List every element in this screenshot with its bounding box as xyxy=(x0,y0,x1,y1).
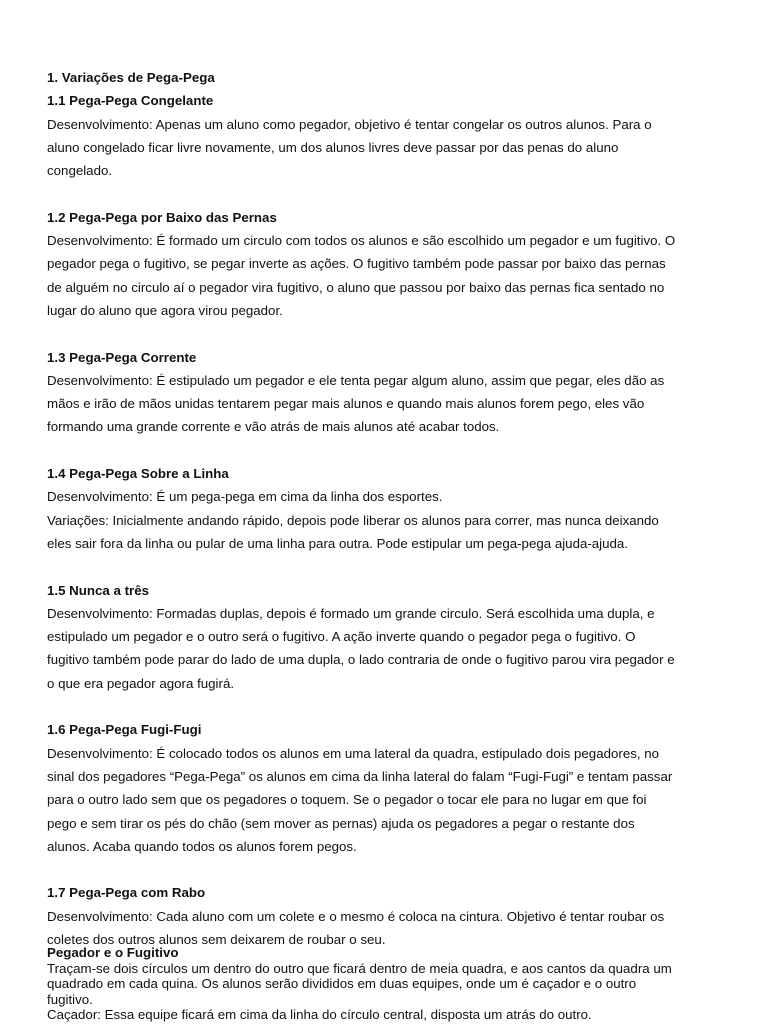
document-title: 1. Variações de Pega-Pega xyxy=(47,70,215,85)
section-text-line: de alguém no circulo aí o pegador vira fugitivo, o aluno que passou por baixo das pernas fica sentado no xyxy=(47,279,665,295)
section-title: 1.4 Pega-Pega Sobre a Linha xyxy=(47,466,229,482)
dense-block-lines xyxy=(47,961,727,1023)
section-text-line: Desenvolvimento: É formado um circulo com todos os alunos e são escolhido um pegador e um fugitivo. O xyxy=(47,233,676,249)
section xyxy=(47,89,727,182)
section-text-line: alunos. Acaba quando todos os alunos forem pegos. xyxy=(47,838,357,854)
section-title: 1.1 Pega-Pega Congelante xyxy=(47,93,214,109)
dense-block-title: Pegador e o Fugitivo xyxy=(47,945,179,961)
section-text-line: congelado. xyxy=(47,163,113,179)
section-text-line: aluno congelado ficar livre novamente, um dos alunos livres deve passar por das penas do aluno xyxy=(47,139,619,155)
dense-text-line: fugitivo. xyxy=(47,991,93,1007)
section-title: 1.5 Nunca a três xyxy=(47,582,149,598)
section xyxy=(47,718,727,858)
document-page xyxy=(47,66,727,1023)
dense-text-line: Traçam-se dois círculos um dentro do outro que ficará dentro de meia quadra, e aos cantos da quadra um xyxy=(47,960,672,976)
section-title: 1.2 Pega-Pega por Baixo das Pernas xyxy=(47,209,277,225)
section-text-line: Variações: Inicialmente andando rápido, depois pode liberar os alunos para correr, mas nunca deixando xyxy=(47,512,659,528)
section-text-line: estipulado um pegador e o outro será o fugitivo. A ação inverte quando o pegador pega o fugitivo. O xyxy=(47,629,636,645)
section-title: 1.3 Pega-Pega Corrente xyxy=(47,349,197,365)
section-text-line: lugar do aluno que agora virou pegador. xyxy=(47,302,283,318)
section-text-line: mãos e irão de mãos unidas tentarem pegar mais alunos e quando mais alunos forem pego, eles vão xyxy=(47,396,645,412)
section-text-line: Desenvolvimento: É colocado todos os alunos em uma lateral da quadra, estipulado dois pegadores, no xyxy=(47,745,660,761)
section-text-line: Desenvolvimento: Formadas duplas, depois é formado um grande circulo. Será escolhida uma dupla, e xyxy=(47,605,655,621)
section xyxy=(47,579,727,695)
section-text-line: para o outro lado sem que os pegadores o toquem. Se o pegador o tocar ele para no lugar em que foi xyxy=(47,792,647,808)
section-text-line: pegador pega o fugitivo, se pegar inverte as ações. O fugitivo também pode passar por baixo das pernas xyxy=(47,256,666,272)
section-text-line: Desenvolvimento: Cada aluno com um colete e o mesmo é coloca na cintura. Objetivo é tentar roubar os xyxy=(47,908,665,924)
section-text-line: fugitivo também pode parar do lado de uma dupla, o lado contraria de onde o fugitivo parou vira pegador e xyxy=(47,652,675,668)
section-text-line: Desenvolvimento: Apenas um aluno como pegador, objetivo é tentar congelar os outros alunos. Para o xyxy=(47,116,652,132)
section-text-line: coletes dos outros alunos sem deixarem de roubar o seu. xyxy=(47,931,386,947)
section-text-line: formando uma grande corrente e vão atrás de mais alunos até acabar todos. xyxy=(47,419,500,435)
dense-block xyxy=(47,945,727,1023)
section-title: 1.7 Pega-Pega com Rabo xyxy=(47,885,206,901)
dense-text-line: Caçador: Essa equipe ficará em cima da linha do círculo central, disposta um atrás do outro. xyxy=(47,1007,592,1023)
section xyxy=(47,881,727,951)
section-text-line: eles sair fora da linha ou pular de uma linha para outra. Pode estipular um pega-pega ajuda-ajuda. xyxy=(47,535,629,551)
section-text-line: pego e sem tirar os pés do chão (sem mover as pernas) ajuda os pegadores a pegar o restante dos xyxy=(47,815,635,831)
section-text-line: Desenvolvimento: É estipulado um pegador e ele tenta pegar algum aluno, assim que pegar, eles dão as xyxy=(47,372,665,388)
section-text-line: o que era pegador agora fugirá. xyxy=(47,675,235,691)
sections-container xyxy=(47,89,727,951)
section-title: 1.6 Pega-Pega Fugi-Fugi xyxy=(47,722,202,738)
section xyxy=(47,206,727,322)
section-text-line: Desenvolvimento: É um pega-pega em cima da linha dos esportes. xyxy=(47,489,443,505)
section xyxy=(47,462,727,555)
section-text-line: sinal dos pegadores “Pega-Pega” os alunos em cima da linha lateral do falam “Fugi-Fugi” e tentam passar xyxy=(47,768,673,784)
section xyxy=(47,346,727,439)
dense-text-line: quadrado em cada quina. Os alunos serão divididos em duas equipes, onde um é caçador e o outro xyxy=(47,976,637,992)
